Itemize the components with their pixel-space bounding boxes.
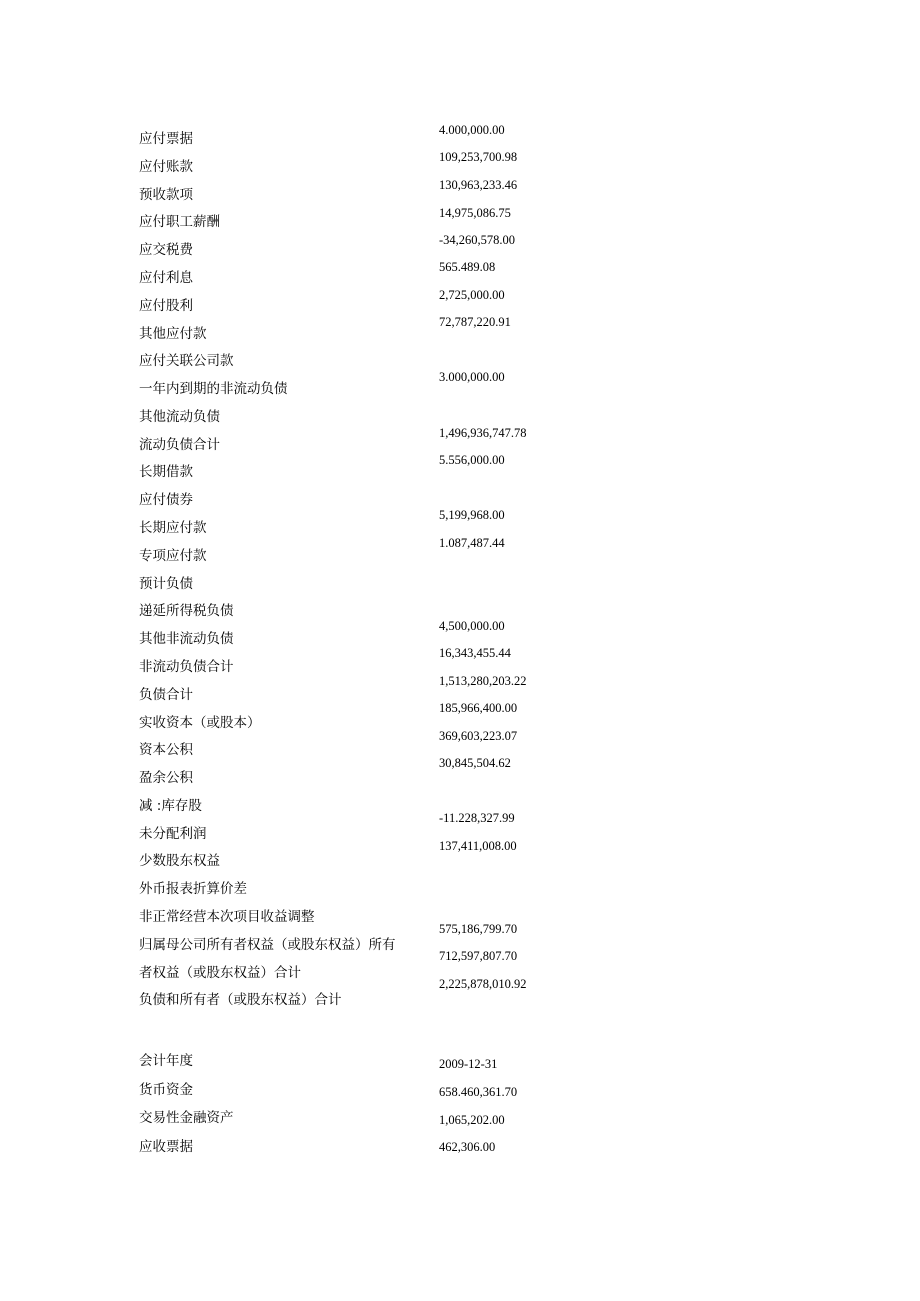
row-label: 会计年度 — [139, 1053, 193, 1069]
row-label: 应付债券 — [139, 492, 193, 508]
row-label: 流动负债合计 — [139, 437, 220, 453]
row-value: 109,253,700.98 — [439, 150, 518, 164]
row-value: 369,603,223.07 — [439, 729, 518, 743]
row-label: 应收票据 — [139, 1139, 193, 1155]
row-value: 2,725,000.00 — [439, 288, 505, 302]
row-label: 长期借款 — [139, 464, 193, 480]
row-label: 货币资金 — [139, 1082, 193, 1098]
row-label: 非流动负债合计 — [139, 659, 234, 675]
row-label: 其他流动负债 — [139, 409, 220, 425]
row-value: 575,186,799.70 — [439, 922, 518, 936]
row-label: 应付票据 — [139, 131, 193, 147]
row-label: 负债合计 — [139, 687, 193, 703]
row-label: 应付利息 — [139, 270, 193, 286]
row-value: 462,306.00 — [439, 1140, 496, 1154]
row-value: 14,975,086.75 — [439, 206, 511, 220]
row-label: 非正常经营本次项目收益调整 — [139, 909, 315, 925]
row-value: 2,225,878,010.92 — [439, 977, 527, 991]
row-value: 4.000,000.00 — [439, 123, 505, 137]
row-value: 16,343,455.44 — [439, 646, 511, 660]
row-value: 658.460,361.70 — [439, 1085, 518, 1099]
row-label: 预收款项 — [139, 187, 193, 203]
row-label: 归属母公司所有者权益（或股东权益）所有 — [139, 937, 396, 953]
row-value: -34,260,578.00 — [439, 233, 516, 247]
row-label: 专项应付款 — [139, 548, 207, 564]
row-value: 1,065,202.00 — [439, 1113, 505, 1127]
row-label: 其他非流动负债 — [139, 631, 234, 647]
row-value: 137,411,008.00 — [439, 839, 517, 853]
row-label: 应付关联公司款 — [139, 353, 234, 369]
row-label: 交易性金融资产 — [139, 1110, 234, 1126]
row-label: 预计负债 — [139, 576, 193, 592]
row-label: 负债和所有者（或股东权益）合计 — [139, 992, 342, 1008]
row-value: 185,966,400.00 — [439, 701, 518, 715]
row-value: 565.489.08 — [439, 260, 496, 274]
row-value: 5.556,000.00 — [439, 453, 505, 467]
row-label: 少数股东权益 — [139, 853, 220, 869]
row-value: 2009-12-31 — [439, 1057, 498, 1071]
row-value: 130,963,233.46 — [439, 178, 518, 192]
row-label: 长期应付款 — [139, 520, 207, 536]
row-label: 一年内到期的非流动负债 — [139, 381, 288, 397]
row-label: 实收资本（或股本） — [139, 715, 261, 731]
row-value: 30,845,504.62 — [439, 756, 511, 770]
row-value: 5,199,968.00 — [439, 508, 505, 522]
row-label: 其他应付款 — [139, 326, 207, 342]
row-value: 1,496,936,747.78 — [439, 426, 527, 440]
row-value: 72,787,220.91 — [439, 315, 511, 329]
row-label: 应交税费 — [139, 242, 193, 258]
row-label: 应付账款 — [139, 159, 193, 175]
row-value: 3.000,000.00 — [439, 370, 505, 384]
row-label: 外币报表折算价差 — [139, 881, 247, 897]
row-label: 应付股利 — [139, 298, 193, 314]
row-label: 减 :库存股 — [139, 798, 202, 814]
row-label: 者权益（或股东权益）合计 — [139, 965, 301, 981]
row-value: 4,500,000.00 — [439, 619, 505, 633]
row-label: 资本公积 — [139, 742, 193, 758]
row-label: 未分配利润 — [139, 826, 207, 842]
row-label: 应付职工薪酬 — [139, 214, 220, 230]
row-value: 712,597,807.70 — [439, 949, 518, 963]
row-value: 1.087,487.44 — [439, 536, 505, 550]
row-value: 1,513,280,203.22 — [439, 674, 527, 688]
row-label: 递延所得税负债 — [139, 603, 234, 619]
row-value: -11.228,327.99 — [439, 811, 515, 825]
row-label: 盈余公积 — [139, 770, 193, 786]
